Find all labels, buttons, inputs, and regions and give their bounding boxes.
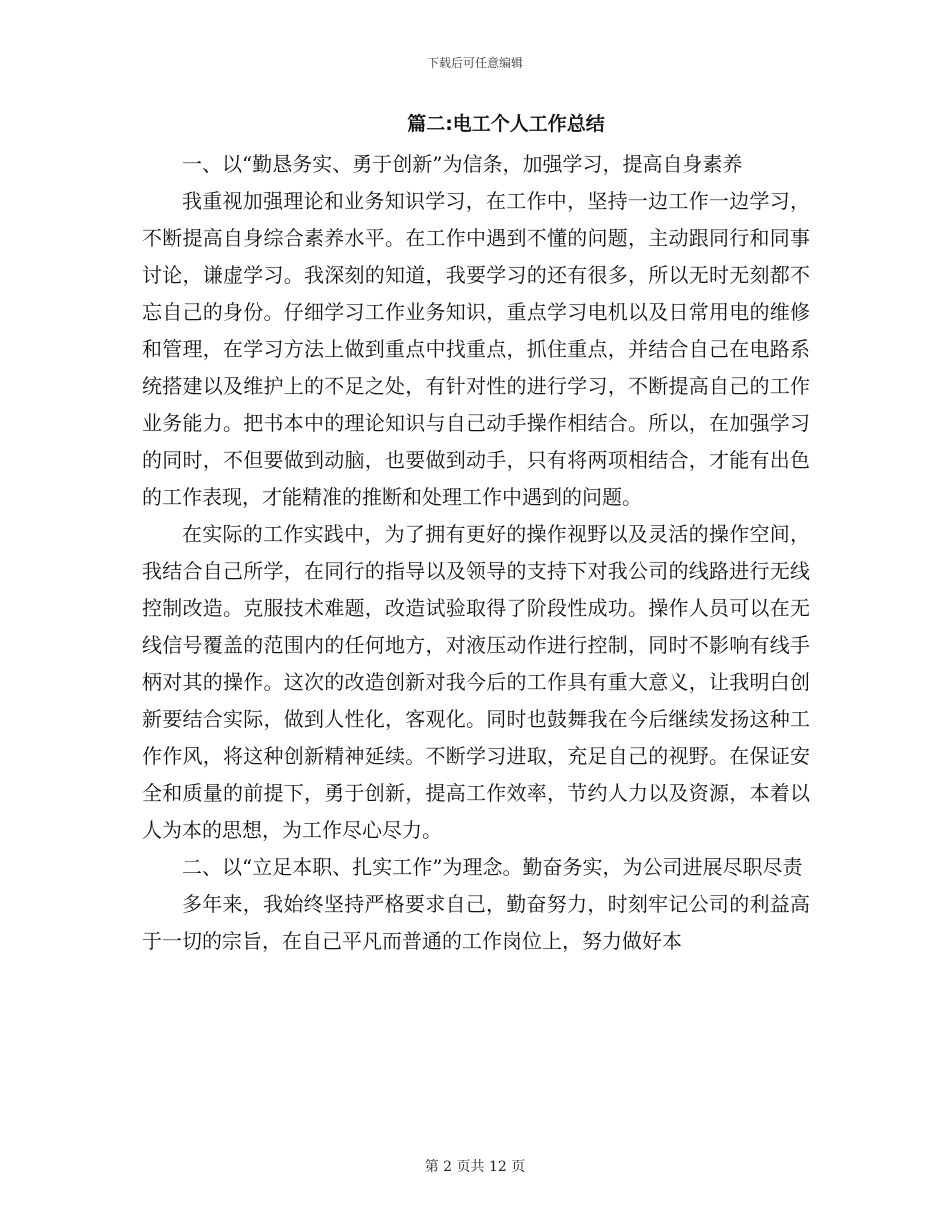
section-heading-2: 二、以“立足本职、扎实工作”为理念。勤奋务实，为公司进展尽职尽责 — [182, 855, 803, 879]
paragraph: 在实际的工作实践中，为了拥有更好的操作视野以及灵活的操作空间，我结合自己所学，在同行的指导以及领导的支持下对我公司的线路进行无线控制改造。克服技术难题，改造试验取得了阶段性成功。操作人员可以在无线信号覆盖的范围内的任何地方，对液压动作进行控制，同时不影响有线手柄对其的操作。这次的改造创新对我今后的工作具有重大意义，让我明白创新要结合实际，做到人性化，客观化。同时也鼓舞我在今后继续发扬这种工作作风，将这种创新精神延续。不断学习进取，充足自己的视野。在保证安全和质量的前提下，勇于创新，提高工作效率，节约人力以及资源，本着以人为本的思想，为工作尽心尽力。 — [142, 522, 810, 842]
paragraph: 我重视加强理论和业务知识学习，在工作中，坚持一边工作一边学习，不断提高自身综合素养水平。在工作中遇到不懂的问题，主动跟同行和同事讨论，谦虚学习。我深刻的知道，我要学习的还有很多，所以无时无刻都不忘自己的身份。仔细学习工作业务知识，重点学习电机以及日常用电的维修和管理，在学习方法上做到重点中找重点，抓住重点，并结合自己在电路系统搭建以及维护上的不足之处，有针对性的进行学习，不断提高自己的工作业务能力。把书本中的理论知识与自己动手操作相结合。所以，在加强学习的同时，不但要做到动脑，也要做到动手，只有将两项相结合，才能有出色的工作表现，才能精准的推断和处理工作中遇到的问题。 — [142, 189, 810, 509]
page-header: 下载后可任意编辑 — [426, 56, 523, 70]
page-footer: 第 2 页共 12 页 — [424, 1159, 526, 1175]
document-title: 篇二:电工个人工作总结 — [407, 113, 605, 135]
paragraph: 多年来，我始终坚持严格要求自己，勤奋努力，时刻牢记公司的利益高于一切的宗旨，在自己平凡而普通的工作岗位上，努力做好本 — [142, 892, 810, 953]
section-heading-1: 一、以“勤恳务实、勇于创新”为信条，加强学习，提高自身素养 — [182, 152, 743, 176]
document-body — [142, 106, 810, 960]
